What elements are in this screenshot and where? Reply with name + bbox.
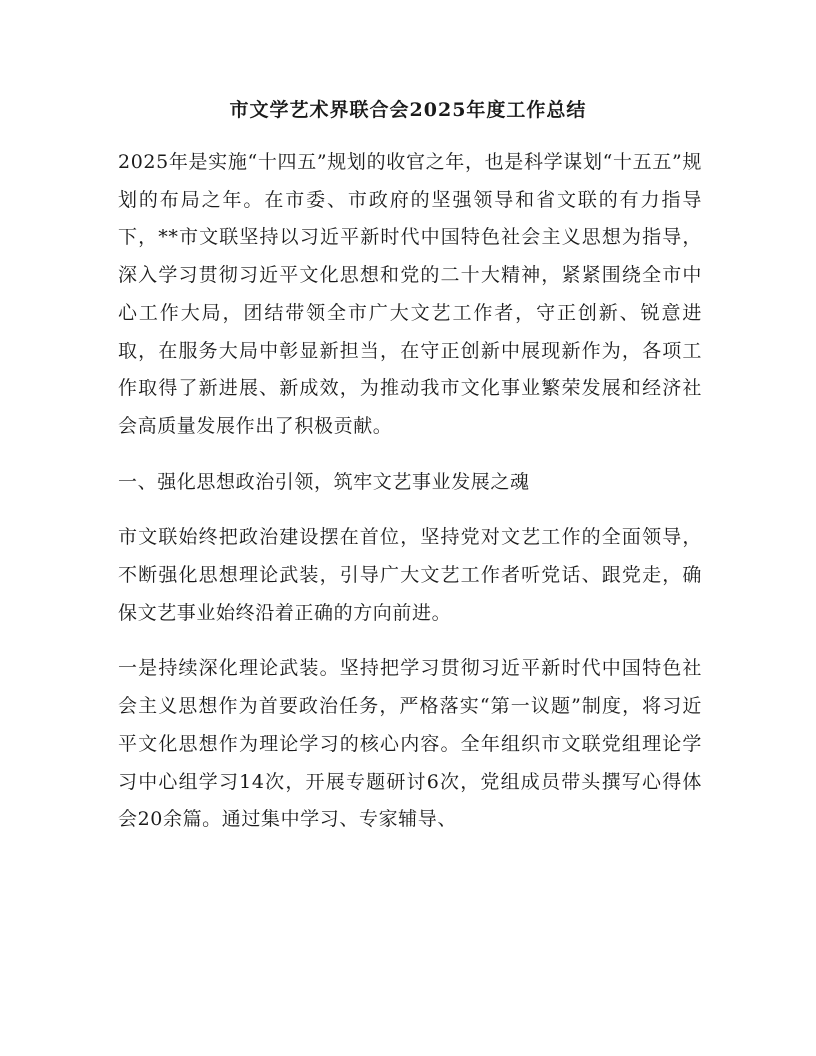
intro-paragraph: 2025年是实施“十四五”规划的收官之年，也是科学谋划“十五五”规划的布局之年。在市委、市政府的坚强领导和省文联的有力指导下，**市文联坚持以习近平新时代中国特色社会主义思想为指导，深入学习贯彻习近平文化思想和党的二十大精神，紧紧围绕全市中心工作大局，团结带领全市广大文艺工作者，守正创新、锐意进取，在服务大局中彰显新担当，在守正创新中展现新作为，各项工作取得了新进展、新成效，为推动我市文化事业繁荣发展和经济社会高质量发展作出了积极贡献。 xyxy=(118,151,702,437)
document-title: 市文学艺术界联合会2025年度工作总结 xyxy=(229,99,587,121)
section-heading-1: 一、强化思想政治引领，筑牢文艺事业发展之魂 xyxy=(118,470,530,493)
section-1-point-1-paragraph: 一是持续深化理论武装。坚持把学习贯彻习近平新时代中国特色社会主义思想作为首要政治任务，严格落实“第一议题”制度，将习近平文化思想作为理论学习的核心内容。全年组织市文联党组理论学习中心组学习14次，开展专题研讨6次，党组成员带头撰写心得体会20余篇。通过集中学习、专家辅导、 xyxy=(118,657,702,831)
section-1-paragraph: 市文联始终把政治建设摆在首位，坚持党对文艺工作的全面领导，不断强化思想理论武装，引导广大文艺工作者听党话、跟党走，确保文艺事业始终沿着正确的方向前进。 xyxy=(118,526,702,624)
document-body xyxy=(118,144,702,857)
